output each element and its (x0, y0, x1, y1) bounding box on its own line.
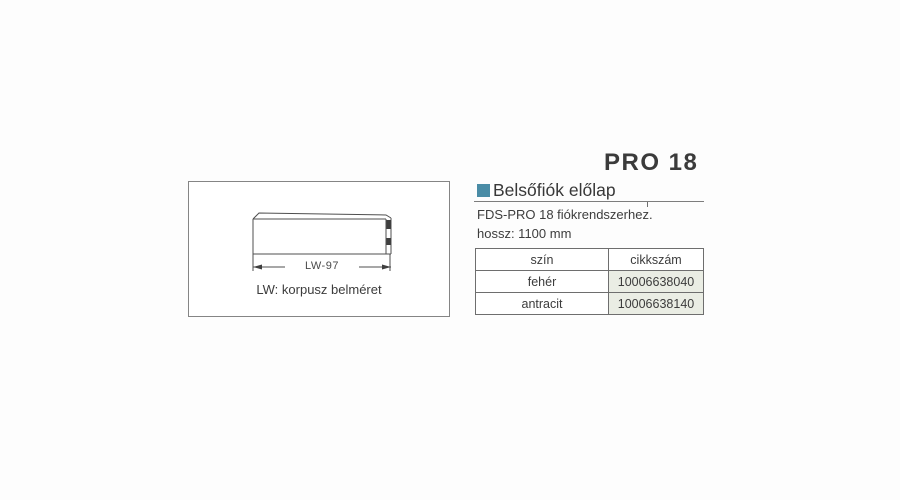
product-description-line2: hossz: 1100 mm (477, 225, 572, 241)
cropped-page-title (604, 149, 699, 178)
color-cell: antracit (476, 293, 609, 315)
technical-drawing-box (188, 181, 450, 317)
product-description-line1: FDS-PRO 18 fiókrendszerhez. (477, 207, 653, 222)
section-header (477, 180, 616, 201)
diagram-caption: LW: korpusz belméret (256, 282, 382, 297)
header-rule (474, 201, 704, 202)
sku-cell: 10006638140 (609, 293, 704, 315)
table-header-sku: cikkszám (609, 249, 704, 271)
table-header-color: szín (476, 249, 609, 271)
dimension-label: LW-97 (285, 260, 359, 272)
accent-square-icon (477, 184, 490, 197)
section-title: Belsőfiók előlap (493, 180, 616, 200)
sku-cell: 10006638040 (609, 271, 704, 293)
table-header-row (476, 249, 704, 271)
color-cell: fehér (476, 271, 609, 293)
color-article-table (475, 248, 704, 315)
product-description (477, 206, 653, 243)
cropped-page-title-text: PRO 18 (604, 149, 699, 176)
table-row (476, 293, 704, 315)
table-row (476, 271, 704, 293)
